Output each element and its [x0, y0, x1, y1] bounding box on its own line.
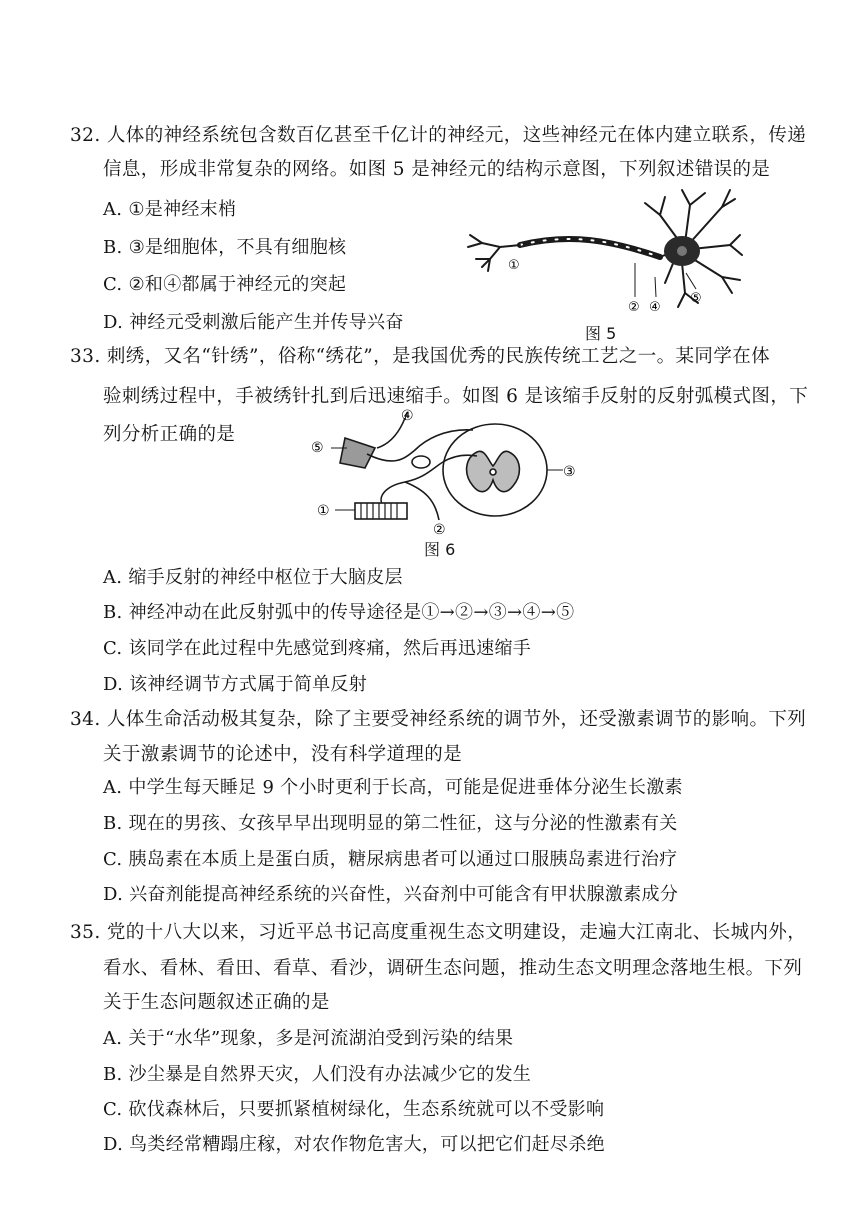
- figure-5-label-1: ①: [508, 258, 520, 273]
- figure-6-label-5: ⑤: [311, 440, 324, 456]
- q34-stem-line-2: 关于激素调节的论述中，没有科学道理的是: [103, 744, 463, 765]
- q33-stem-line-1: 33. 刺绣，又名“针绣”，俗称“绣花”，是我国优秀的民族传统工艺之一。某同学在体: [70, 346, 771, 367]
- q34-option-c: C. 胰岛素在本质上是蛋白质，糖尿病患者可以通过口服胰岛素进行治疗: [103, 849, 678, 870]
- figure-5-label-4: ④: [649, 300, 661, 315]
- q33-option-d: D. 该神经调节方式属于简单反射: [103, 674, 368, 695]
- q32-option-d: D. 神经元受刺激后能产生并传导兴奋: [103, 312, 404, 333]
- q35-stem-line-3: 关于生态问题叙述正确的是: [103, 992, 330, 1013]
- figure-6-label-3: ③: [563, 464, 576, 480]
- q32-option-b: B. ③是细胞体，不具有细胞核: [103, 237, 347, 258]
- q35-stem-line-1: 35. 党的十八大以来，习近平总书记高度重视生态文明建设，走遍大江南北、长城内外，: [70, 922, 807, 943]
- q35-stem-line-2: 看水、看林、看田、看草、看沙，调研生态问题，推动生态文明理念落地生根。下列: [103, 958, 803, 979]
- q32-stem-line-2: 信息，形成非常复杂的网络。如图 5 是神经元的结构示意图，下列叙述错误的是: [103, 159, 771, 180]
- q32-option-a: A. ①是神经末梢: [103, 199, 237, 220]
- figure-6-caption: 图 6: [424, 540, 456, 559]
- q35-option-b: B. 沙尘暴是自然界天灾，人们没有办法减少它的发生: [103, 1064, 532, 1085]
- q33-stem-line-3: 列分析正确的是: [103, 424, 236, 445]
- figure-6-label-4: ④: [401, 408, 414, 424]
- q33-option-c: C. 该同学在此过程中先感觉到疼痛，然后再迅速缩手: [103, 638, 532, 659]
- figure-5-neuron-diagram: [460, 185, 740, 325]
- q35-option-d: D. 鸟类经常糟蹋庄稼，对农作物危害大，可以把它们赶尽杀绝: [103, 1134, 605, 1155]
- figure-6-label-1: ①: [317, 503, 330, 519]
- q33-option-a: A. 缩手反射的神经中枢位于大脑皮层: [103, 567, 403, 588]
- q33-stem-line-2: 验刺绣过程中，手被绣针扎到后迅速缩手。如图 6 是该缩手反射的反射弧模式图，下: [103, 386, 809, 407]
- q32-option-c: C. ②和④都属于神经元的突起: [103, 274, 347, 295]
- figure-6-label-2: ②: [433, 522, 446, 538]
- figure-5-label-5: ⑤: [690, 291, 702, 306]
- figure-5-label-2: ②: [628, 300, 640, 315]
- q33-option-b: B. 神经冲动在此反射弧中的传导途径是①→②→③→④→⑤: [103, 602, 575, 623]
- q32-stem-line-1: 32. 人体的神经系统包含数百亿甚至千亿计的神经元，这些神经元在体内建立联系，传递: [70, 125, 807, 146]
- q34-option-d: D. 兴奋剂能提高神经系统的兴奋性，兴奋剂中可能含有甲状腺激素成分: [103, 884, 679, 905]
- q34-option-b: B. 现在的男孩、女孩早早出现明显的第二性征，这与分泌的性激素有关: [103, 813, 678, 834]
- q35-option-c: C. 砍伐森林后，只要抓紧植树绿化，生态系统就可以不受影响: [103, 1099, 605, 1120]
- figure-5-caption: 图 5: [585, 324, 617, 343]
- figure-6-reflex-arc-diagram: [305, 408, 595, 538]
- q35-option-a: A. 关于“水华”现象，多是河流湖泊受到污染的结果: [103, 1028, 514, 1049]
- q34-stem-line-1: 34. 人体生命活动极其复杂，除了主要受神经系统的调节外，还受激素调节的影响。下列: [70, 709, 807, 730]
- q34-option-a: A. 中学生每天睡足 9 个小时更利于长高，可能是促进垂体分泌生长激素: [103, 777, 683, 798]
